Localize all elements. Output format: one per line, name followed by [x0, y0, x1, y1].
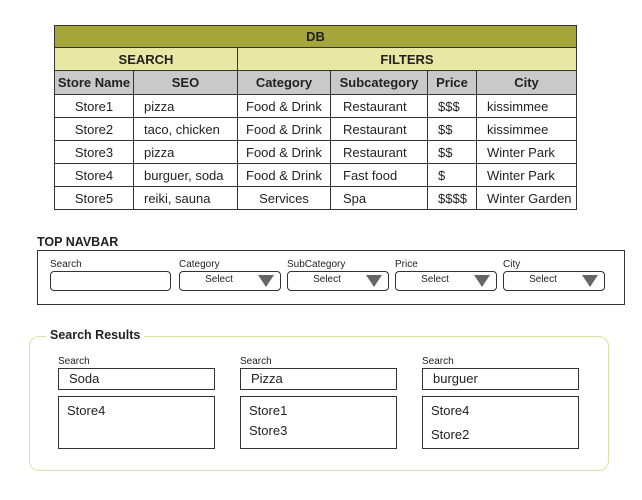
cell-city: kissimmee [477, 95, 577, 118]
cell-subcategory: Restaurant [331, 95, 428, 118]
cell-category: Food & Drink [238, 164, 331, 187]
cell-city: Winter Park [477, 164, 577, 187]
col-header-seo: SEO [134, 71, 238, 95]
dropdown-triangle-icon [366, 275, 382, 287]
search-results-title: Search Results [46, 328, 144, 342]
navbar-title: TOP NAVBAR [37, 235, 119, 249]
list-item[interactable]: Store1 [249, 403, 288, 418]
result-list [58, 396, 215, 449]
cell-city: kissimmee [477, 118, 577, 141]
table-row [55, 141, 577, 164]
result-search-input[interactable]: Pizza [240, 368, 397, 390]
group-search: SEARCH [55, 48, 238, 71]
cell-subcategory: Fast food [331, 164, 428, 187]
result-list [422, 396, 579, 449]
cell-city: Winter Park [477, 141, 577, 164]
top-navbar [37, 250, 625, 305]
cell-seo: reiki, sauna [134, 187, 238, 210]
cell-store-name: Store2 [55, 118, 134, 141]
group-filters: FILTERS [238, 48, 577, 71]
db-table [54, 25, 577, 210]
db-title-row [55, 26, 577, 48]
category-select-value: Select [205, 274, 233, 285]
table-row [55, 187, 577, 210]
db-group-row [55, 48, 577, 71]
cell-category: Food & Drink [238, 118, 331, 141]
price-select-value: Select [421, 274, 449, 285]
db-header-row [55, 71, 577, 95]
cell-price: $$ [428, 141, 477, 164]
cell-store-name: Store4 [55, 164, 134, 187]
result-search-input[interactable]: Soda [58, 368, 215, 390]
table-row [55, 95, 577, 118]
cell-seo: pizza [134, 141, 238, 164]
navbar-category-label: Category [179, 259, 220, 270]
cell-seo: pizza [134, 95, 238, 118]
cell-city: Winter Garden [477, 187, 577, 210]
cell-price: $$ [428, 118, 477, 141]
col-header-price: Price [428, 71, 477, 95]
dropdown-triangle-icon [582, 275, 598, 287]
dropdown-triangle-icon [258, 275, 274, 287]
subcategory-select[interactable] [287, 271, 389, 291]
dropdown-triangle-icon [474, 275, 490, 287]
cell-subcategory: Restaurant [331, 141, 428, 164]
navbar-search-input[interactable] [50, 271, 171, 291]
db-title: DB [55, 26, 577, 48]
cell-subcategory: Restaurant [331, 118, 428, 141]
navbar-search-field [50, 259, 171, 291]
cell-category: Food & Drink [238, 95, 331, 118]
navbar-city-field [503, 259, 605, 291]
result-column [422, 356, 579, 442]
cell-category: Food & Drink [238, 141, 331, 164]
table-row [55, 118, 577, 141]
cell-price: $$$ [428, 95, 477, 118]
cell-price: $ [428, 164, 477, 187]
list-item[interactable]: Store2 [431, 427, 470, 442]
result-search-input[interactable]: burguer [422, 368, 579, 390]
category-select[interactable] [179, 271, 281, 291]
navbar-subcategory-label: SubCategory [287, 259, 346, 270]
list-item[interactable]: Store4 [67, 403, 106, 418]
result-search-label: Search [58, 356, 90, 367]
navbar-subcategory-field [287, 259, 389, 291]
cell-store-name: Store3 [55, 141, 134, 164]
navbar-price-field [395, 259, 497, 291]
cell-price: $$$$ [428, 187, 477, 210]
col-header-subcategory: Subcategory [331, 71, 428, 95]
result-search-label: Search [422, 356, 454, 367]
list-item[interactable]: Store4 [431, 403, 470, 418]
cell-seo: burguer, soda [134, 164, 238, 187]
navbar-search-label: Search [50, 259, 82, 270]
result-column [240, 356, 397, 438]
cell-subcategory: Spa [331, 187, 428, 210]
result-column [58, 356, 215, 418]
col-header-city: City [477, 71, 577, 95]
result-list [240, 396, 397, 449]
col-header-store-name: Store Name [55, 71, 134, 95]
col-header-category: Category [238, 71, 331, 95]
navbar-category-field [179, 259, 281, 291]
navbar-city-label: City [503, 259, 521, 270]
cell-store-name: Store5 [55, 187, 134, 210]
city-select[interactable] [503, 271, 605, 291]
price-select[interactable] [395, 271, 497, 291]
cell-seo: taco, chicken [134, 118, 238, 141]
list-item[interactable]: Store3 [249, 423, 288, 438]
city-select-value: Select [529, 274, 557, 285]
result-search-label: Search [240, 356, 272, 367]
table-row [55, 164, 577, 187]
cell-store-name: Store1 [55, 95, 134, 118]
subcategory-select-value: Select [313, 274, 341, 285]
navbar-price-label: Price [395, 259, 418, 270]
cell-category: Services [238, 187, 331, 210]
